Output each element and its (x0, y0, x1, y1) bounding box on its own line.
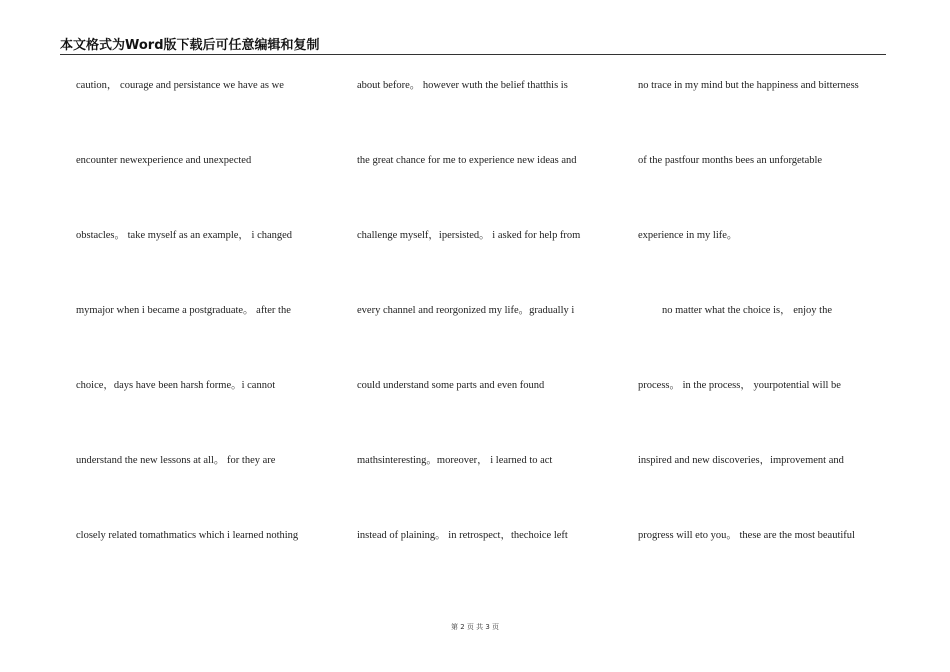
text-line: of the pastfour months bees an unforgetable (638, 155, 823, 166)
text-line: encounter newexperience and unexpected (76, 155, 252, 166)
text-line: instead of plaining。 in retrospect，thechoice left (357, 530, 568, 541)
text-line: no trace in my mind but the happiness and bitterness (638, 80, 859, 91)
text-line: inspired and new discoveries，improvement and (638, 455, 844, 466)
text-line: mymajor when i became a postgraduate。 after the (76, 305, 291, 316)
text-line: about before。 however wuth the belief thatthis is (357, 80, 568, 91)
text-line: challenge myself，ipersisted。 i asked for help from (357, 230, 581, 241)
text-line: caution， courage and persistance we have as we (76, 80, 284, 91)
text-line: obstacles。 take myself as an example， i changed (76, 230, 293, 241)
text-line: choice，days have been harsh forme。i cannot (76, 380, 276, 391)
text-line: mathsinteresting。moreover， i learned to act (357, 455, 553, 466)
page-header (60, 34, 886, 55)
paragraph-start-line: no matter what the choice is， enjoy the (662, 305, 832, 316)
page-number-footer: 第 2 页 共 3 页 (450, 623, 500, 631)
text-line: could understand some parts and even found (357, 380, 545, 391)
text-line: the great chance for me to experience new ideas and (357, 155, 577, 166)
header-title: 本文格式为Word版下载后可任意编辑和复制 (60, 38, 320, 53)
text-column-1 (76, 78, 338, 603)
text-column-2 (357, 78, 619, 603)
text-line: experience in my life。 (638, 230, 738, 241)
text-line: process。 in the process， yourpotential will be (638, 380, 841, 391)
text-line: understand the new lessons at all。 for they are (76, 455, 276, 466)
text-line: every channel and reorgonized my life。gradually i (357, 305, 575, 316)
text-line: progress will eto you。 these are the most beautiful (638, 530, 855, 541)
text-line: closely related tomathmatics which i learned nothing (76, 530, 299, 541)
text-column-3 (638, 78, 890, 603)
